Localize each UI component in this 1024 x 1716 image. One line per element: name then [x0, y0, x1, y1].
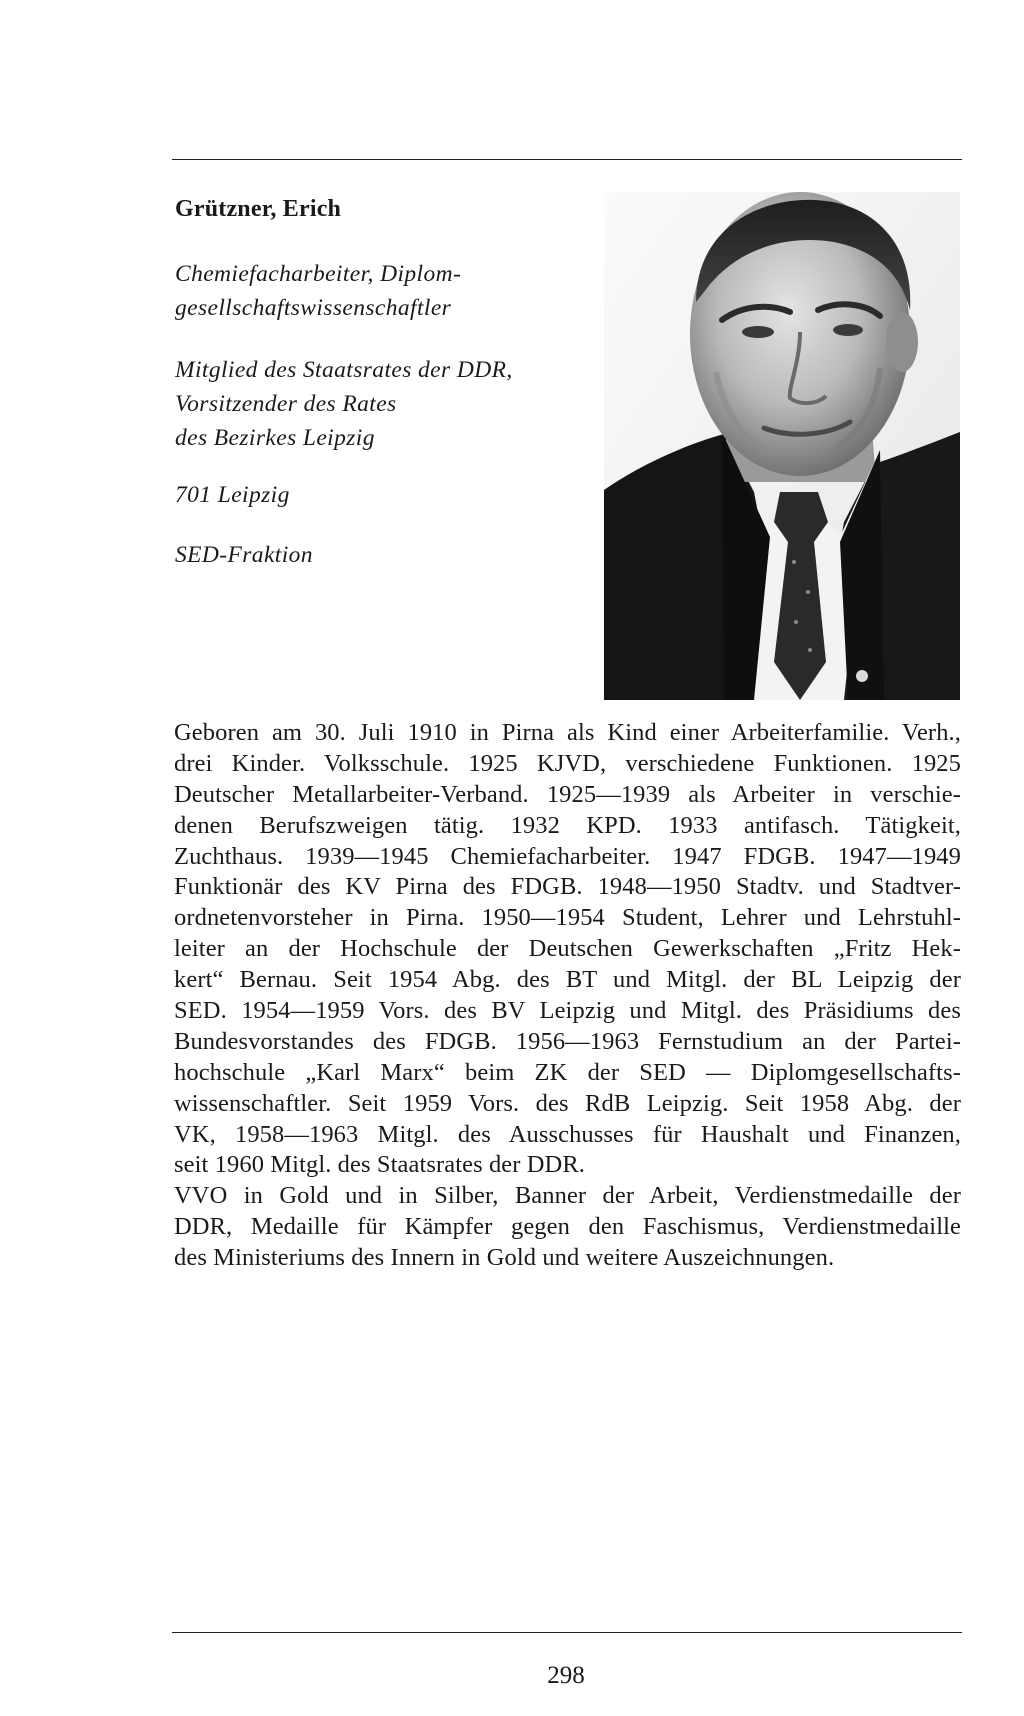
awards-line: des Ministeriums des Innern in Gold und weitere Auszeichnungen.: [174, 1244, 835, 1272]
biography-line: drei Kinder. Volksschule. 1925 KJVD, verschiedene Funktionen. 1925: [174, 749, 961, 777]
biography-line: Bundesvorstandes des FDGB. 1956—1963 Fernstudium an der Partei-: [174, 1027, 961, 1055]
function-line: Vorsitzender des Rates: [175, 391, 397, 417]
biography-line: hochschule „Karl Marx“ beim ZK der SED — Diplomgesellschafts-: [174, 1058, 961, 1086]
bottom-rule: [172, 1632, 962, 1633]
portrait-photo: [604, 192, 960, 700]
location: 701 Leipzig: [175, 482, 290, 508]
page-number: 298: [547, 1662, 585, 1689]
profession: [175, 257, 461, 325]
biography-line: VK, 1958—1963 Mitgl. des Ausschusses für Haushalt und Finanzen,: [174, 1120, 961, 1148]
function-line: des Bezirkes Leipzig: [175, 425, 375, 451]
awards-line: DDR, Medaille für Kämpfer gegen den Faschismus, Verdienstmedaille: [174, 1213, 961, 1241]
biography-line: seit 1960 Mitgl. des Staatsrates der DDR.: [174, 1151, 586, 1179]
biography-line: SED. 1954—1959 Vors. des BV Leipzig und Mitgl. des Präsidiums des: [174, 997, 961, 1025]
profession-line: Chemiefacharbeiter, Diplom-: [175, 261, 462, 287]
function-line: Mitglied des Staatsrates der DDR,: [175, 357, 513, 383]
functions: [175, 353, 513, 455]
fraction: SED-Fraktion: [175, 542, 313, 568]
awards-line: VVO in Gold und in Silber, Banner der Arbeit, Verdienstmedaille der: [174, 1182, 961, 1210]
biography: [174, 718, 961, 1274]
biography-line: Funktionär des KV Pirna des FDGB. 1948—1950 Stadtv. und Stadtver-: [174, 873, 961, 901]
biography-line: Zuchthaus. 1939—1945 Chemiefacharbeiter. 1947 FDGB. 1947—1949: [174, 842, 961, 870]
profession-line: gesellschaftswissenschaftler: [175, 295, 452, 321]
biography-line: wissenschaftler. Seit 1959 Vors. des RdB Leipzig. Seit 1958 Abg. der: [174, 1089, 961, 1117]
biography-line: denen Berufszweigen tätig. 1932 KPD. 1933 antifasch. Tätigkeit,: [174, 811, 961, 839]
biography-line: kert“ Bernau. Seit 1954 Abg. des BT und Mitgl. der BL Leipzig der: [174, 966, 961, 994]
top-rule: [172, 159, 962, 160]
biography-line: ordnetenvorsteher in Pirna. 1950—1954 Student, Lehrer und Lehrstuhl-: [174, 904, 961, 932]
entry-name: Grützner, Erich: [175, 196, 342, 222]
biography-line: Deutscher Metallarbeiter-Verband. 1925—1939 als Arbeiter in verschie-: [174, 780, 961, 808]
biography-line: leiter an der Hochschule der Deutschen Gewerkschaften „Fritz Hek-: [174, 935, 961, 963]
biography-line: Geboren am 30. Juli 1910 in Pirna als Kind einer Arbeiterfamilie. Verh.,: [174, 719, 961, 746]
